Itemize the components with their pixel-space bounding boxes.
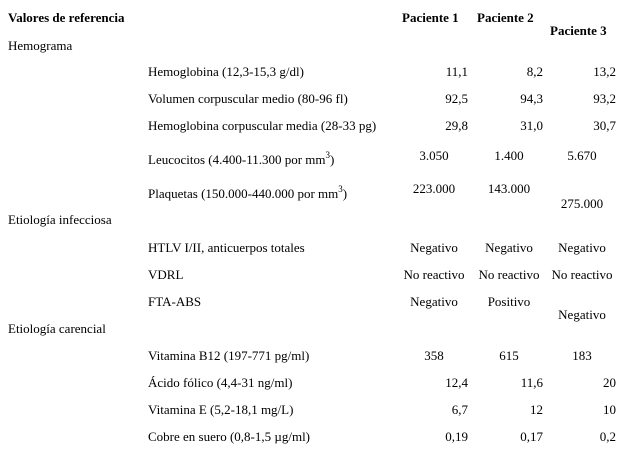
superscript-3: 3 bbox=[338, 184, 343, 194]
cell-fta-p2: Positivo bbox=[487, 294, 531, 309]
cell-leuco-p1: 3.050 bbox=[419, 148, 449, 163]
cell-hb-p3: 13,2 bbox=[593, 64, 616, 79]
cell-fta-p3: Negativo bbox=[558, 307, 606, 322]
cell-plaq-p2: 143.000 bbox=[487, 181, 531, 196]
cell-folico-p1: 12,4 bbox=[445, 375, 468, 390]
cell-vdrl-p2: No reactivo bbox=[478, 267, 540, 282]
cell-vcm-p2: 94,3 bbox=[520, 91, 543, 106]
header-paciente-1: Paciente 1 bbox=[402, 10, 459, 25]
row-label-acido-folico: Ácido fólico (4,4-31 ng/ml) bbox=[148, 375, 293, 390]
row-label-vitamina-e: Vitamina E (5,2-18,1 mg/L) bbox=[148, 402, 294, 417]
cell-plaq-p3: 275.000 bbox=[560, 196, 604, 211]
row-label-hemoglobina: Hemoglobina (12,3-15,3 g/dl) bbox=[148, 64, 304, 79]
cell-vite-p2: 12 bbox=[530, 402, 543, 417]
row-label-vitamina-b12: Vitamina B12 (197-771 pg/ml) bbox=[148, 348, 310, 363]
row-label-vdrl: VDRL bbox=[148, 267, 184, 282]
header-paciente-3: Paciente 3 bbox=[550, 23, 607, 38]
cell-htlv-p3: Negativo bbox=[558, 240, 606, 255]
cell-htlv-p1: Negativo bbox=[410, 240, 458, 255]
section-etiologia-carencial: Etiología carencial bbox=[8, 321, 106, 336]
row-label-plaquetas: Plaquetas (150.000-440.000 por $mm^3$) bbox=[148, 184, 348, 201]
cell-leuco-p3: 5.670 bbox=[567, 148, 597, 163]
cell-hcm-p2: 31,0 bbox=[520, 118, 543, 133]
header-title: Valores de referencia bbox=[8, 10, 125, 25]
cell-cobre-p2: 0,17 bbox=[520, 429, 543, 444]
cell-b12-p1: 358 bbox=[424, 348, 444, 363]
cell-fta-p1: Negativo bbox=[410, 294, 458, 309]
row-label-cobre-en-suero: Cobre en suero (0,8-1,5 µg/ml) bbox=[148, 429, 311, 444]
row-label-vcm: Volumen corpuscular medio (80-96 fl) bbox=[148, 91, 348, 106]
cell-folico-p2: 11,6 bbox=[520, 375, 543, 390]
cell-hb-p2: 8,2 bbox=[526, 64, 543, 79]
superscript-3: 3 bbox=[325, 150, 331, 160]
cell-vcm-p3: 93,2 bbox=[593, 91, 616, 106]
cell-b12-p3: 183 bbox=[572, 348, 592, 363]
cell-leuco-p2: 1.400 bbox=[494, 148, 524, 163]
section-hemograma: Hemograma bbox=[8, 38, 73, 53]
cell-vdrl-p3: No reactivo bbox=[551, 267, 613, 282]
cell-hcm-p3: 30,7 bbox=[593, 118, 616, 133]
cell-cobre-p1: 0,19 bbox=[445, 429, 468, 444]
cell-cobre-p3: 0,2 bbox=[599, 429, 616, 444]
cell-vdrl-p1: No reactivo bbox=[403, 267, 465, 282]
cell-folico-p3: 20 bbox=[603, 375, 616, 390]
cell-vite-p3: 10 bbox=[603, 402, 616, 417]
cell-htlv-p2: Negativo bbox=[485, 240, 533, 255]
cell-plaq-p1: 223.000 bbox=[412, 181, 456, 196]
cell-hcm-p1: 29,8 bbox=[445, 118, 468, 133]
row-label-leucocitos: Leucocitos (4.400-11.300 por $mm^3$) bbox=[148, 150, 335, 167]
cell-vite-p1: 6,7 bbox=[451, 402, 468, 417]
cell-vcm-p1: 92,5 bbox=[445, 91, 468, 106]
row-label-fta-abs: FTA-ABS bbox=[148, 294, 202, 309]
section-etiologia-infecciosa: Etiología infecciosa bbox=[8, 212, 112, 227]
row-label-htlv: HTLV I/II, anticuerpos totales bbox=[148, 240, 305, 255]
header-paciente-2: Paciente 2 bbox=[477, 10, 534, 25]
cell-hb-p1: 11,1 bbox=[445, 64, 468, 79]
row-label-hcm: Hemoglobina corpuscular media (28-33 pg) bbox=[148, 118, 377, 133]
cell-b12-p2: 615 bbox=[499, 348, 519, 363]
